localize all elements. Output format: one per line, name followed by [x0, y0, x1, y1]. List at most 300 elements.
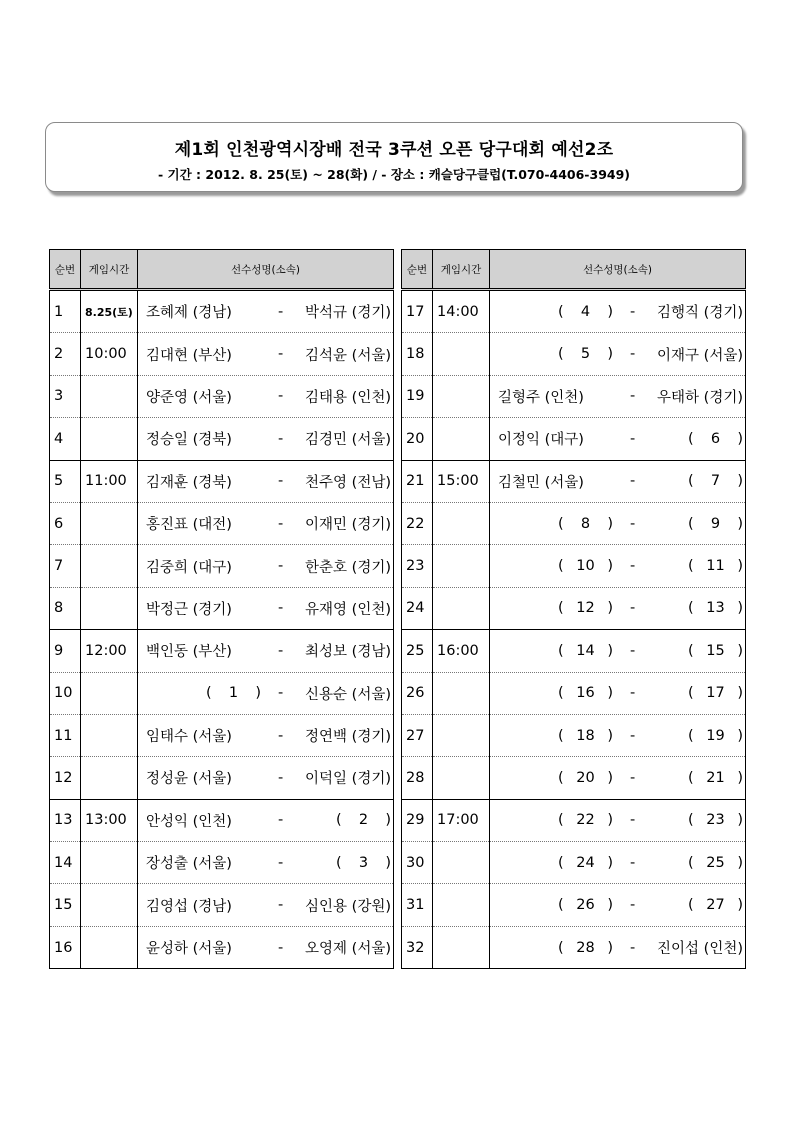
- match: [498, 812, 743, 828]
- match-dash: -: [630, 473, 636, 490]
- schedule-table-right: [401, 249, 746, 969]
- match: [146, 428, 391, 449]
- match-dash: -: [278, 303, 284, 320]
- game-time: [433, 333, 490, 375]
- player-1: [498, 600, 630, 616]
- match-cell: [490, 587, 746, 629]
- row-no: 10: [50, 672, 81, 714]
- match-cell: [138, 672, 394, 714]
- slot-placeholder: ( 19 ): [688, 727, 743, 744]
- match: [498, 344, 743, 365]
- game-time: [81, 714, 138, 756]
- match: [146, 852, 391, 873]
- player-1: [498, 855, 630, 871]
- game-time: 17:00: [433, 799, 490, 841]
- match-cell: [490, 714, 746, 756]
- table-row: [402, 757, 746, 799]
- slot-placeholder: ( 22 ): [558, 812, 613, 829]
- player-1: [146, 556, 278, 577]
- row-no: 19: [402, 375, 433, 417]
- player-1-name: 박정근 (경기): [146, 601, 232, 618]
- slot-placeholder: ( 2 ): [336, 812, 391, 829]
- match-cell: [490, 842, 746, 884]
- game-time: [433, 926, 490, 968]
- table-header: [402, 250, 746, 290]
- slot-placeholder: ( 24 ): [558, 854, 613, 871]
- table-row: [402, 502, 746, 544]
- player-1: [146, 471, 278, 492]
- match-cell: [138, 630, 394, 672]
- game-time: 11:00: [81, 460, 138, 502]
- match-dash: -: [630, 388, 636, 405]
- match-cell: [138, 333, 394, 375]
- player-2-name: 진이섭 (인천): [657, 941, 743, 958]
- slot-placeholder: ( 26 ): [558, 897, 613, 914]
- player-1-name: 양준영 (서울): [146, 389, 232, 406]
- header-time: 게임시간: [433, 250, 490, 290]
- table-row: [50, 884, 394, 926]
- game-time: [433, 714, 490, 756]
- row-no: 24: [402, 587, 433, 629]
- match-dash: -: [630, 346, 636, 363]
- player-2-name: 유재영 (인천): [305, 601, 391, 618]
- match-cell: [138, 884, 394, 926]
- player-2-name: 오영제 (서울): [305, 941, 391, 958]
- match-cell: [138, 757, 394, 799]
- player-1: [146, 895, 278, 916]
- player-2-name: 이덕일 (경기): [305, 771, 391, 788]
- player-1: [498, 728, 630, 744]
- player-1: [146, 685, 278, 701]
- player-1: [146, 386, 278, 407]
- player-2: [283, 301, 391, 322]
- match: [498, 471, 743, 492]
- match-cell: [138, 587, 394, 629]
- match-dash: -: [278, 388, 284, 405]
- player-1: [146, 852, 278, 873]
- player-2: [635, 770, 743, 786]
- player-2-name: 신용순 (서울): [305, 686, 391, 703]
- match: [498, 855, 743, 871]
- slot-placeholder: ( 14 ): [558, 642, 613, 659]
- slot-placeholder: ( 1 ): [206, 685, 261, 702]
- game-time: [81, 926, 138, 968]
- game-time: 8.25(토): [81, 290, 138, 333]
- game-time: [81, 375, 138, 417]
- player-1: [498, 346, 630, 362]
- table-row: [50, 418, 394, 460]
- match-cell: [138, 375, 394, 417]
- game-time: 12:00: [81, 630, 138, 672]
- player-2: [635, 728, 743, 744]
- match-dash: -: [278, 685, 284, 702]
- match-cell: [490, 333, 746, 375]
- player-2-name: 천주영 (전남): [305, 474, 391, 491]
- slot-placeholder: ( 27 ): [688, 897, 743, 914]
- game-time: [81, 545, 138, 587]
- player-1: [498, 471, 630, 492]
- player-2-name: 우태하 (경기): [657, 389, 743, 406]
- match: [498, 897, 743, 913]
- game-time: [81, 672, 138, 714]
- player-1: [146, 513, 278, 534]
- row-no: 29: [402, 799, 433, 841]
- player-2: [283, 812, 391, 828]
- player-1: [146, 937, 278, 958]
- title-box: [45, 122, 743, 192]
- player-1-name: 윤성하 (서울): [146, 941, 232, 958]
- row-no: 11: [50, 714, 81, 756]
- row-no: 21: [402, 460, 433, 502]
- row-no: 14: [50, 842, 81, 884]
- match-cell: [138, 502, 394, 544]
- player-2: [283, 683, 391, 704]
- row-no: 31: [402, 884, 433, 926]
- match-cell: [490, 672, 746, 714]
- player-1: [498, 516, 630, 532]
- table-row: [402, 333, 746, 375]
- player-1-name: 장성출 (서울): [146, 856, 232, 873]
- player-1: [146, 598, 278, 619]
- player-1-name: 정승일 (경북): [146, 432, 232, 449]
- player-2: [635, 600, 743, 616]
- match: [146, 386, 391, 407]
- match-dash: -: [278, 430, 284, 447]
- player-2: [635, 937, 743, 958]
- player-1-name: 정성윤 (서울): [146, 771, 232, 788]
- match-dash: -: [630, 812, 636, 829]
- table-row: [402, 630, 746, 672]
- table-row: [402, 842, 746, 884]
- match-dash: -: [278, 727, 284, 744]
- table-row: [50, 545, 394, 587]
- table-row: [402, 460, 746, 502]
- match-cell: [138, 545, 394, 587]
- player-2-name: 김태용 (인천): [305, 389, 391, 406]
- schedule-table-left: [49, 249, 394, 969]
- row-no: 17: [402, 290, 433, 333]
- game-time: [433, 375, 490, 417]
- match: [498, 558, 743, 574]
- match-dash: -: [630, 769, 636, 786]
- match-cell: [490, 502, 746, 544]
- match-dash: -: [278, 939, 284, 956]
- player-2: [283, 556, 391, 577]
- match-cell: [138, 799, 394, 841]
- game-time: 13:00: [81, 799, 138, 841]
- row-no: 22: [402, 502, 433, 544]
- slot-placeholder: ( 7 ): [688, 473, 743, 490]
- match-dash: -: [630, 600, 636, 617]
- match: [498, 643, 743, 659]
- player-2: [635, 812, 743, 828]
- match: [146, 683, 391, 704]
- match-cell: [490, 757, 746, 799]
- row-no: 30: [402, 842, 433, 884]
- player-2: [283, 386, 391, 407]
- player-2-name: 정연백 (경기): [305, 729, 391, 746]
- slot-placeholder: ( 3 ): [336, 854, 391, 871]
- match-dash: -: [630, 515, 636, 532]
- match: [146, 556, 391, 577]
- player-2: [635, 431, 743, 447]
- player-1-name: 홍진표 (대전): [146, 517, 232, 534]
- table-row: [50, 842, 394, 884]
- match: [146, 598, 391, 619]
- match: [498, 516, 743, 532]
- match-dash: -: [630, 430, 636, 447]
- table-row: [402, 418, 746, 460]
- player-1: [498, 428, 630, 449]
- row-no: 2: [50, 333, 81, 375]
- slot-placeholder: ( 9 ): [688, 515, 743, 532]
- player-2: [283, 344, 391, 365]
- match-dash: -: [278, 473, 284, 490]
- header-players: 선수성명(소속): [138, 250, 394, 290]
- game-time: [81, 587, 138, 629]
- game-time: [433, 672, 490, 714]
- row-no: 6: [50, 502, 81, 544]
- row-no: 1: [50, 290, 81, 333]
- game-time: [81, 418, 138, 460]
- table-row: [402, 290, 746, 333]
- player-2: [635, 685, 743, 701]
- game-time: [433, 587, 490, 629]
- match-dash: -: [630, 897, 636, 914]
- header-players: 선수성명(소속): [490, 250, 746, 290]
- player-2-name: 심인용 (강원): [305, 898, 391, 915]
- player-2: [283, 937, 391, 958]
- player-2: [283, 640, 391, 661]
- row-no: 4: [50, 418, 81, 460]
- game-time: [81, 884, 138, 926]
- player-2: [635, 386, 743, 407]
- player-2-name: 이재구 (서울): [657, 347, 743, 364]
- player-2-name: 이재민 (경기): [305, 517, 391, 534]
- game-time: [433, 502, 490, 544]
- match-cell: [138, 460, 394, 502]
- player-1-name: 백인동 (부산): [146, 644, 232, 661]
- match-dash: -: [278, 897, 284, 914]
- match-cell: [490, 460, 746, 502]
- player-2: [283, 471, 391, 492]
- slot-placeholder: ( 16 ): [558, 685, 613, 702]
- player-1: [498, 770, 630, 786]
- row-no: 20: [402, 418, 433, 460]
- player-1-name: 길형주 (인천): [498, 389, 584, 406]
- player-1: [146, 640, 278, 661]
- game-time: [433, 757, 490, 799]
- game-time: [81, 842, 138, 884]
- player-2: [283, 598, 391, 619]
- match-dash: -: [278, 812, 284, 829]
- slot-placeholder: ( 13 ): [688, 600, 743, 617]
- match-dash: -: [278, 854, 284, 871]
- player-1-name: 김대현 (부산): [146, 347, 232, 364]
- header-no: 순번: [402, 250, 433, 290]
- match-cell: [138, 418, 394, 460]
- player-1: [498, 643, 630, 659]
- match: [146, 810, 391, 831]
- row-no: 3: [50, 375, 81, 417]
- player-1-name: 조혜제 (경남): [146, 305, 232, 322]
- table-row: [50, 375, 394, 417]
- player-2-name: 박석규 (경기): [305, 305, 391, 322]
- player-1-name: 김중희 (대구): [146, 559, 232, 576]
- slot-placeholder: ( 23 ): [688, 812, 743, 829]
- player-2: [635, 301, 743, 322]
- table-row: [50, 672, 394, 714]
- match: [146, 513, 391, 534]
- player-1: [146, 810, 278, 831]
- slot-placeholder: ( 25 ): [688, 854, 743, 871]
- slot-placeholder: ( 20 ): [558, 769, 613, 786]
- slot-placeholder: ( 15 ): [688, 642, 743, 659]
- page-title: 제1회 인천광역시장배 전국 3쿠션 오픈 당구대회 예선2조: [174, 140, 614, 160]
- game-time: [81, 502, 138, 544]
- match-cell: [490, 375, 746, 417]
- match: [146, 344, 391, 365]
- slot-placeholder: ( 18 ): [558, 727, 613, 744]
- table-row: [402, 714, 746, 756]
- match: [146, 725, 391, 746]
- match: [146, 301, 391, 322]
- match: [146, 471, 391, 492]
- game-time: [433, 545, 490, 587]
- game-time: [433, 884, 490, 926]
- player-1-name: 김영섭 (경남): [146, 898, 232, 915]
- event-info: - 기간 : 2012. 8. 25(토) ~ 28(화) / - 장소 : 캐슬당구클럽(T.070-4406-3949): [157, 167, 630, 182]
- table-row: [50, 757, 394, 799]
- row-no: 25: [402, 630, 433, 672]
- slot-placeholder: ( 21 ): [688, 769, 743, 786]
- table-row: [402, 799, 746, 841]
- slot-placeholder: ( 12 ): [558, 600, 613, 617]
- row-no: 32: [402, 926, 433, 968]
- table-row: [50, 290, 394, 333]
- player-2: [283, 428, 391, 449]
- row-no: 5: [50, 460, 81, 502]
- table-row: [402, 587, 746, 629]
- table-row: [50, 926, 394, 968]
- match-dash: -: [278, 515, 284, 532]
- player-1-name: 김철민 (서울): [498, 474, 584, 491]
- match: [146, 767, 391, 788]
- match-cell: [138, 926, 394, 968]
- match-dash: -: [278, 642, 284, 659]
- player-2: [635, 643, 743, 659]
- table-row: [402, 545, 746, 587]
- player-1-name: 임태수 (서울): [146, 729, 232, 746]
- match-cell: [490, 799, 746, 841]
- player-1: [498, 812, 630, 828]
- table-row: [402, 926, 746, 968]
- header-time: 게임시간: [81, 250, 138, 290]
- slot-placeholder: ( 10 ): [558, 558, 613, 575]
- match: [498, 770, 743, 786]
- header-no: 순번: [50, 250, 81, 290]
- row-no: 15: [50, 884, 81, 926]
- player-1: [498, 897, 630, 913]
- match-dash: -: [630, 642, 636, 659]
- match-cell: [490, 545, 746, 587]
- slot-placeholder: ( 11 ): [688, 558, 743, 575]
- match-dash: -: [630, 854, 636, 871]
- player-1: [146, 767, 278, 788]
- player-1: [146, 344, 278, 365]
- game-time: 10:00: [81, 333, 138, 375]
- table-row: [50, 587, 394, 629]
- row-no: 13: [50, 799, 81, 841]
- match: [146, 895, 391, 916]
- player-2: [283, 855, 391, 871]
- match-dash: -: [278, 346, 284, 363]
- slot-placeholder: ( 6 ): [688, 430, 743, 447]
- game-time: 16:00: [433, 630, 490, 672]
- match-cell: [490, 884, 746, 926]
- player-2: [635, 897, 743, 913]
- match: [498, 428, 743, 449]
- player-1: [498, 940, 630, 956]
- player-2: [283, 895, 391, 916]
- player-1: [498, 386, 630, 407]
- match-dash: -: [278, 558, 284, 575]
- player-1-name: 안성익 (인천): [146, 813, 232, 830]
- slot-placeholder: ( 28 ): [558, 939, 613, 956]
- match-dash: -: [630, 303, 636, 320]
- game-time: [433, 418, 490, 460]
- player-2-name: 김행직 (경기): [657, 305, 743, 322]
- row-no: 7: [50, 545, 81, 587]
- slot-placeholder: ( 8 ): [558, 515, 613, 532]
- row-no: 27: [402, 714, 433, 756]
- player-1: [498, 304, 630, 320]
- match-cell: [490, 418, 746, 460]
- player-2-name: 김경민 (서울): [305, 432, 391, 449]
- player-2: [283, 513, 391, 534]
- match-dash: -: [630, 939, 636, 956]
- player-1: [498, 685, 630, 701]
- player-1: [498, 558, 630, 574]
- player-1-name: 이정익 (대구): [498, 432, 584, 449]
- player-2-name: 한춘호 (경기): [305, 559, 391, 576]
- player-2: [283, 767, 391, 788]
- player-1: [146, 301, 278, 322]
- match-cell: [138, 290, 394, 333]
- game-time: 15:00: [433, 460, 490, 502]
- table-row: [50, 714, 394, 756]
- match: [146, 937, 391, 958]
- match: [498, 386, 743, 407]
- match-dash: -: [278, 600, 284, 617]
- player-1: [146, 428, 278, 449]
- slot-placeholder: ( 17 ): [688, 685, 743, 702]
- table-header: [50, 250, 394, 290]
- match: [498, 937, 743, 958]
- table-row: [50, 333, 394, 375]
- row-no: 23: [402, 545, 433, 587]
- game-time: [81, 757, 138, 799]
- table-row: [50, 799, 394, 841]
- table-row: [402, 672, 746, 714]
- row-no: 16: [50, 926, 81, 968]
- table-row: [50, 502, 394, 544]
- player-1: [146, 725, 278, 746]
- match: [146, 640, 391, 661]
- row-no: 8: [50, 587, 81, 629]
- match-dash: -: [630, 727, 636, 744]
- table-row: [50, 460, 394, 502]
